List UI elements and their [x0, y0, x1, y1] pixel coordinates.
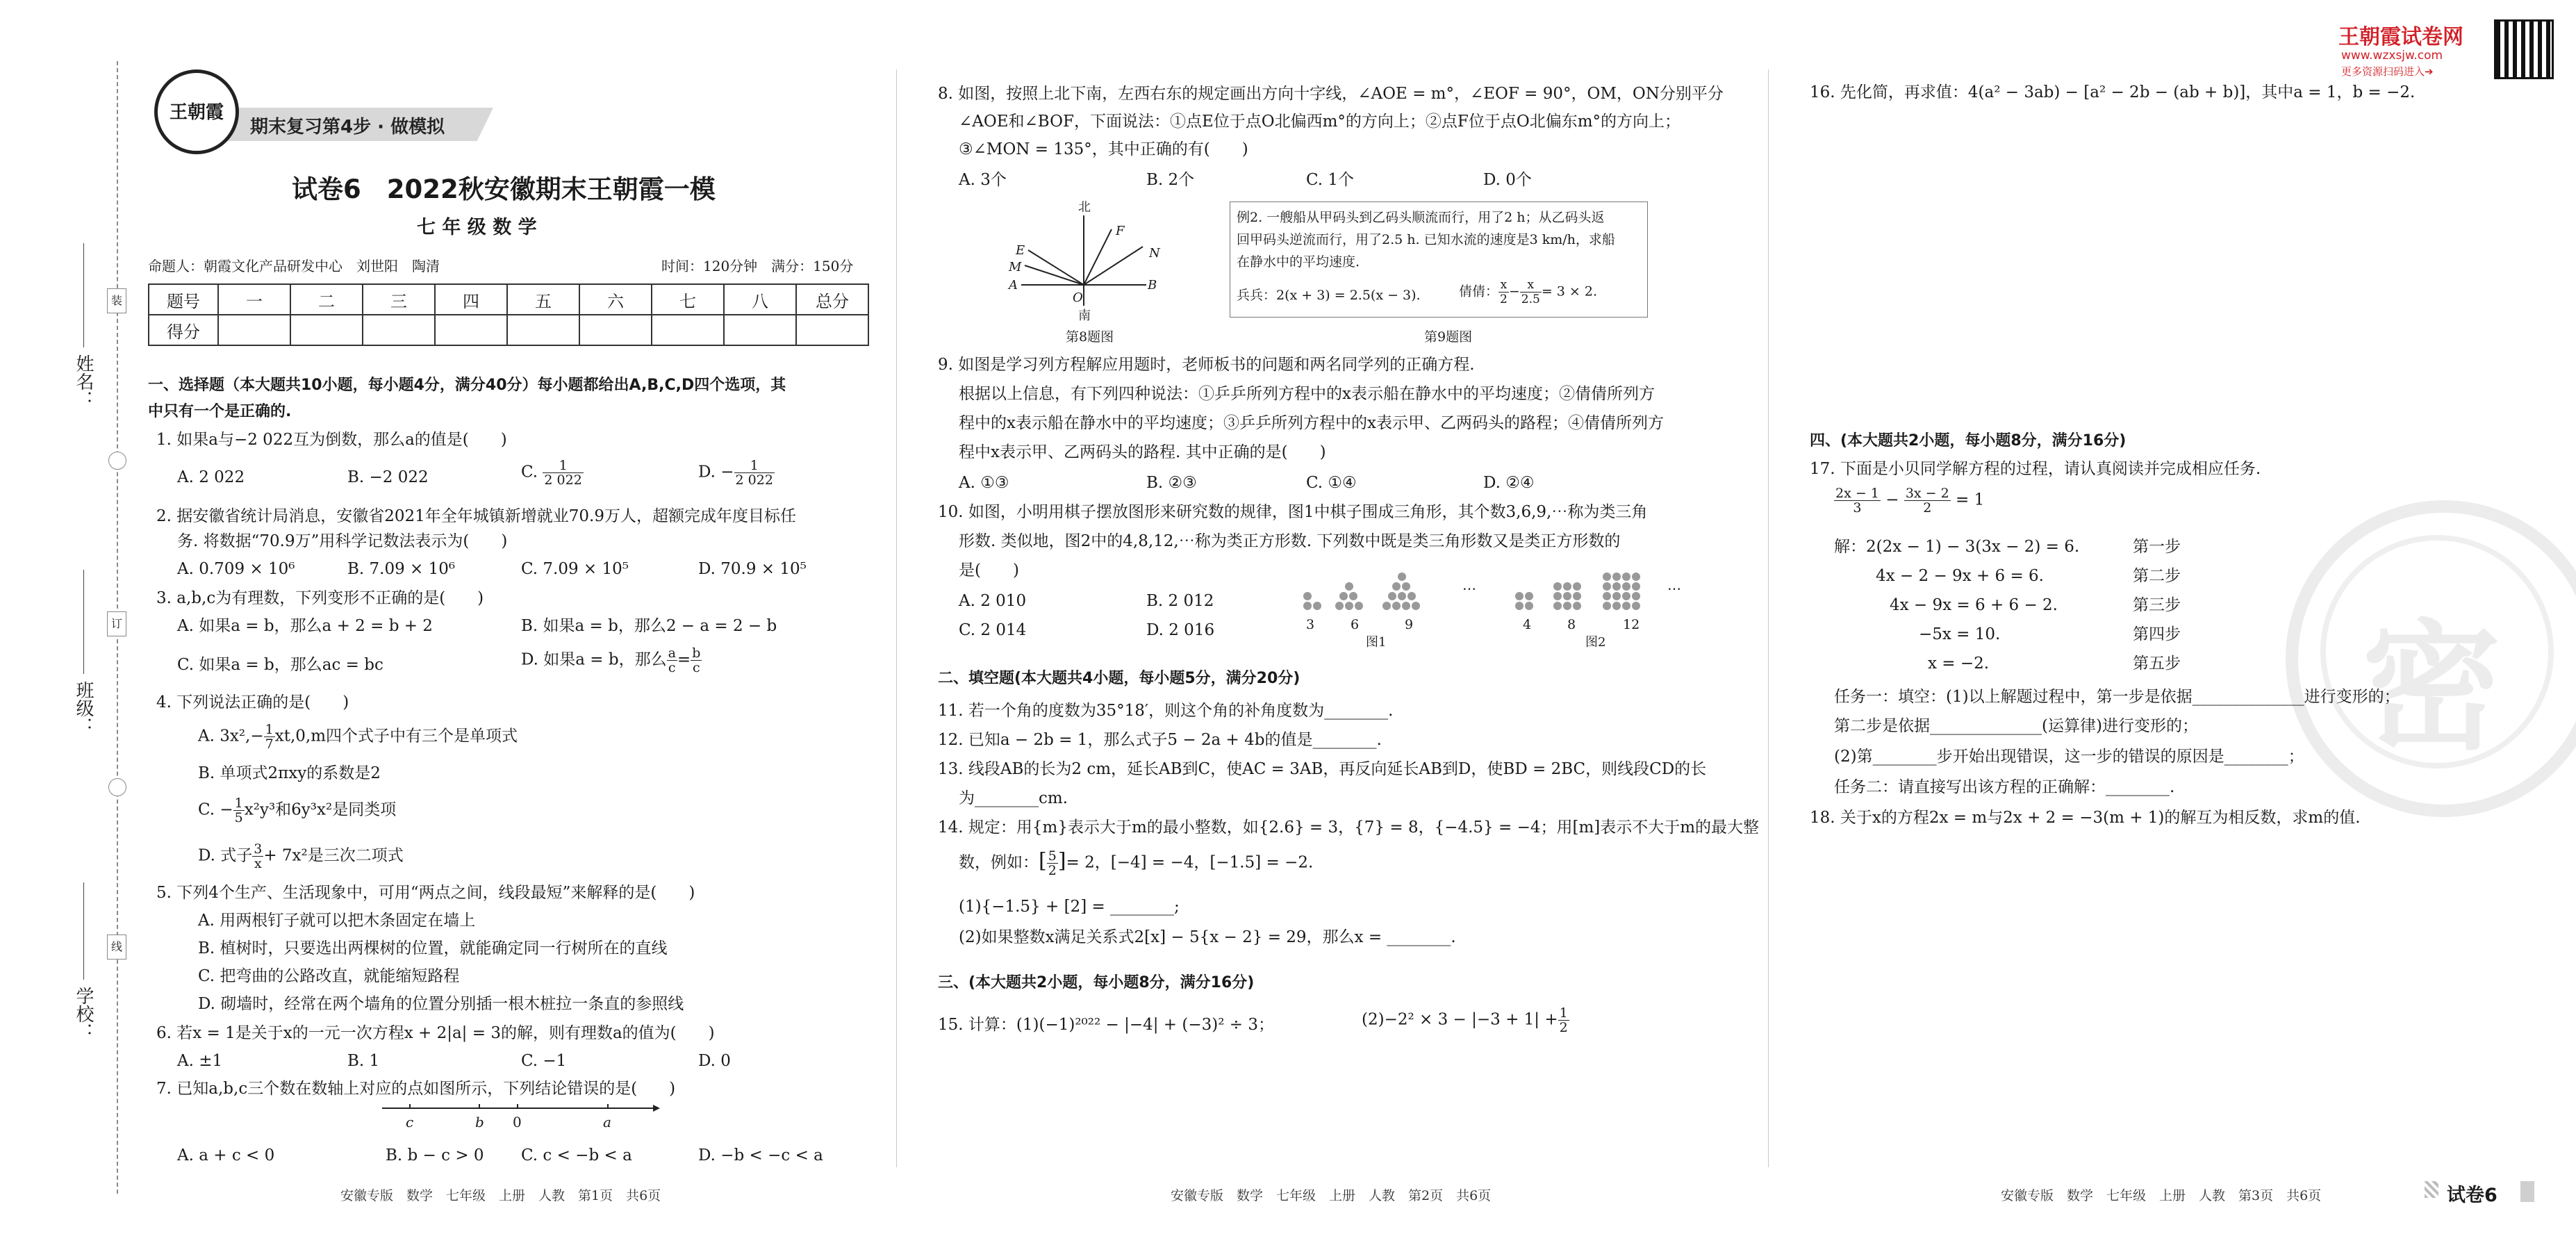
step-2-eq: 4x − 2 − 9x + 6 = 6.	[1876, 567, 2044, 585]
q2-option-b: B. 7.09 × 10⁶	[347, 560, 456, 578]
score-header-cell: 总分	[796, 284, 868, 315]
column-divider	[1768, 69, 1769, 1167]
fig8-f: F	[1116, 224, 1125, 238]
fig10-1-num-9: 9	[1405, 617, 1414, 632]
q10-option-a: A. 2 010	[959, 592, 1027, 610]
q10: 10. 如图，小明用棋子摆放图形来研究数的规律，图1中棋子围成三角形，其个数3,6,9,⋯称为类三角	[938, 503, 1648, 521]
q4-option-b: B. 单项式2πxy的系数是2	[198, 764, 381, 782]
paper-label: 试卷6	[2447, 1185, 2497, 1206]
fig8-south: 南	[1078, 308, 1091, 323]
score-header-cell: 一	[218, 284, 290, 315]
score-cell[interactable]	[363, 315, 435, 345]
q4-c-text: C. −	[198, 800, 233, 819]
q4-option-a	[198, 723, 518, 751]
q1-option-d-label: D. −	[698, 463, 734, 481]
q6-option-c: C. −1	[521, 1052, 567, 1070]
fig10-1-num-6: 6	[1351, 617, 1360, 632]
qianqian-frac1: $\frac{x}{2}$	[1500, 278, 1508, 306]
score-header-cell: 题号	[149, 284, 218, 315]
q4: 4. 下列说法正确的是( )	[156, 693, 349, 711]
q6: 6. 若x = 1是关于x的一元一次方程x + 2|a| = 3的解，则有理数a的值为( )	[156, 1024, 715, 1042]
q3-d-eq: =	[677, 650, 691, 669]
step-2-label: 第二步	[2133, 567, 2181, 585]
fig8-e: E	[1016, 243, 1025, 258]
seal-char-xian: 线	[107, 935, 126, 960]
score-row-label: 得分	[149, 315, 218, 345]
score-cell[interactable]	[652, 315, 724, 345]
example-2-line-2: 回甲码头逆流而行，用了2.5 h. 已知水流的速度是3 km/h，求船	[1237, 232, 1615, 247]
q8-option-a: A. 3个	[959, 171, 1007, 189]
q14-line-2: 数，例如：[ $\frac{5}{2}$ ]= 2，[−4] = −4，[−1.5] = −2.	[959, 848, 1314, 878]
score-cell[interactable]	[796, 315, 868, 345]
q4-c-frac: $\frac{1}{5}$	[234, 796, 243, 825]
figure-10-2	[1514, 570, 1674, 611]
score-cell[interactable]	[218, 315, 290, 345]
q13: 13. 线段AB的长为2 cm，延长AB到C，使AC = 3AB，再反向延长AB到D，使BD = 2BC，则线段CD的长	[938, 760, 1707, 778]
q7-option-c: C. c < −b < a	[521, 1146, 632, 1164]
score-header-cell: 四	[435, 284, 507, 315]
q2-option-d: D. 70.9 × 10⁵	[698, 560, 807, 578]
q17-equation	[1834, 486, 1984, 515]
step-4-eq: −5x = 10.	[1919, 625, 2001, 643]
fig9-caption: 第9题图	[1424, 329, 1473, 345]
q10-line-2: 形数. 类似地，图2中的4,8,12,⋯称为类正方形数. 下列数中既是类三角形数又是类正方形数的	[959, 532, 1621, 550]
q3-d-text: D. 如果a = b，那么	[521, 650, 667, 669]
figure-10-1	[1303, 570, 1476, 611]
section-1-heading-2: 中只有一个是正确的.	[148, 403, 292, 420]
q1-option-d	[698, 459, 775, 487]
score-cell[interactable]	[435, 315, 507, 345]
q15-b-text: (2)−2² × 3 − |−3 + 1| +	[1362, 1010, 1558, 1029]
fig8-a: A	[1009, 278, 1018, 293]
fig10-2-num-4: 4	[1523, 617, 1532, 632]
qianqian-frac2: $\frac{x}{2.5}$	[1521, 278, 1540, 306]
logo	[154, 69, 239, 154]
q4-a-text: A. 3x²,−	[198, 727, 264, 746]
column-divider	[896, 69, 897, 1167]
q4-d-text-2: + 7x²是三次二项式	[263, 846, 404, 865]
q3-d-frac1: $\frac{a}{c}$	[668, 645, 676, 675]
q9-line-3: 程中的x表示船在静水中的平均速度；③乒乒所列方程中的x表示甲、乙两码头的路程；④倩倩所列方	[959, 414, 1664, 432]
q8-line-2: ∠AOE和∠BOF，下面说法：①点E位于点O北偏西m°的方向上；②点F位于点O北偏东m°的方向上；	[959, 113, 1681, 131]
score-cell[interactable]	[579, 315, 652, 345]
section-1-heading: 一、选择题（本大题共10小题，每小题4分，满分40分）每小题都给出A,B,C,D四个选项，其	[148, 377, 786, 394]
q3-option-b: B. 如果a = b，那么2 − a = 2 − b	[521, 617, 777, 635]
seal-char-ding: 订	[107, 611, 126, 636]
q1-option-a: A. 2 022	[177, 468, 245, 486]
example-2-line-1: 例2. 一艘船从甲码头到乙码头顺流而行，用了2 h；从乙码头返	[1237, 210, 1605, 225]
step-4-label: 第四步	[2133, 625, 2181, 643]
q7: 7. 已知a,b,c三个数在数轴上对应的点如图所示，下列结论错误的是( )	[156, 1080, 676, 1098]
score-cell[interactable]	[507, 315, 579, 345]
q6-option-a: A. ±1	[177, 1052, 223, 1070]
score-header-cell: 二	[290, 284, 363, 315]
fig8-north: 北	[1078, 200, 1091, 215]
task-1-line-3: (2)第________步开始出现错误，这一步的错误的原因是________；	[1834, 748, 2304, 766]
score-header-cell: 八	[724, 284, 796, 315]
q3-option-a: A. 如果a = b，那么a + 2 = b + 2	[177, 617, 433, 635]
q10-line-3: 是( )	[959, 561, 1019, 579]
q2-option-c: C. 7.09 × 10⁵	[521, 560, 629, 578]
binding-hole	[108, 452, 126, 470]
q9-option-d: D. ②④	[1483, 474, 1535, 492]
q6-option-d: D. 0	[698, 1052, 731, 1070]
section-2-heading: 二、填空题(本大题共4小题，每小题5分，满分20分)	[938, 670, 1301, 687]
example-2-pingping: 兵兵：2(x + 3) = 2.5(x − 3).	[1237, 288, 1421, 303]
fig8-m: M	[1009, 260, 1022, 274]
q7-option-d: D. −b < −c < a	[698, 1146, 823, 1164]
q16: 16. 先化简，再求值：4(a² − 3ab) − [a² − 2b − (ab + b)]，其中a = 1，b = −2.	[1810, 83, 2416, 101]
q12: 12. 已知a − 2b = 1，那么式子5 − 2a + 4b的值是________.	[938, 731, 1382, 749]
axis-label-b: b	[475, 1114, 484, 1130]
footer-page-3: 安徽专版 数学 七年级 上册 人教 第3页 共6页	[2001, 1188, 2322, 1203]
qianqian-label: 倩倩：	[1459, 283, 1499, 299]
fig10-2-num-8: 8	[1567, 617, 1576, 632]
q17: 17. 下面是小贝同学解方程的过程，请认真阅读并完成相应任务.	[1810, 460, 2261, 478]
brand-note: 更多资源扫码进入➔	[2341, 65, 2434, 78]
name-label: 姓名：	[73, 354, 94, 409]
axis-label-a: a	[603, 1114, 611, 1130]
q3: 3. a,b,c为有理数，下列变形不正确的是( )	[156, 589, 484, 607]
qianqian-result: = 3 × 2.	[1541, 283, 1597, 299]
paper-tab-marker	[2425, 1181, 2438, 1198]
class-label: 班级：	[73, 681, 94, 735]
q10-option-c: C. 2 014	[959, 621, 1027, 639]
q17-frac2: $\frac{3x - 2}{2}$	[1905, 486, 1949, 516]
class-blank	[83, 570, 84, 674]
q7-option-b: B. b − c > 0	[386, 1146, 484, 1164]
q5-option-c: C. 把弯曲的公路改直，就能缩短路程	[198, 967, 460, 985]
watermark-char: 密	[2362, 607, 2502, 769]
q2-option-a: A. 0.709 × 10⁶	[177, 560, 295, 578]
q4-c-text-2: x²y³和6y³x²是同类项	[244, 800, 397, 819]
q1-c-fraction: $\frac{1}{2 022}$	[544, 458, 582, 488]
q6-option-b: B. 1	[347, 1052, 380, 1070]
q5-option-b: B. 植树时，只要选出两棵树的位置，就能确定同一行树所在的直线	[198, 939, 668, 957]
score-cell[interactable]	[290, 315, 363, 345]
q10-option-d: D. 2 016	[1146, 621, 1215, 639]
example-2-line-3: 在静水中的平均速度.	[1237, 254, 1360, 270]
school-blank	[83, 882, 84, 980]
fig10-cap-2: 图2	[1585, 635, 1606, 650]
q4-d-frac: $\frac{3}{x}$	[254, 841, 263, 871]
q3-d-frac2: $\frac{b}{c}$	[692, 645, 701, 675]
fig10-2-ellipsis: ⋯	[1667, 580, 1681, 597]
q9-line-2: 根据以上信息，有下列四种说法：①乒乒所列方程中的x表示船在静水中的平均速度；②倩倩所列方	[959, 385, 1655, 403]
q14-example-2: = 2，[−4] = −4，[−1.5] = −2.	[1066, 853, 1314, 872]
brand-url: www.wzxsjw.com	[2341, 49, 2443, 63]
q5-option-a: A. 用两根钉子就可以把木条固定在墙上	[198, 912, 476, 930]
fig10-1-ellipsis: ⋯	[1462, 580, 1476, 597]
score-table	[148, 283, 869, 346]
task-1-line-1: 任务一：填空：(1)以上解题过程中，第一步是依据______________进行变形的；	[1834, 688, 2400, 706]
example-2-qianqian	[1459, 278, 1597, 306]
task-1-line-2: 第二步是依据______________(运算律)进行变形的；	[1834, 717, 2198, 735]
axis-label-c: c	[406, 1114, 414, 1130]
paper-tab	[2520, 1181, 2534, 1202]
q1: 1. 如果a与−2 022互为倒数，那么a的值是( )	[156, 431, 507, 449]
q14-part-2: (2)如果整数x满足关系式2[x] − 5{x − 2} = 29，那么x = ________.	[959, 928, 1456, 946]
step-1-eq: 解：2(2x − 1) − 3(3x − 2) = 6.	[1834, 538, 2080, 556]
q1-option-c-label: C.	[521, 463, 543, 481]
score-header-cell: 六	[579, 284, 652, 315]
score-cell[interactable]	[724, 315, 796, 345]
q5-option-d: D. 砌墙时，经常在两个墙角的位置分别插一根木桩拉一条直的参照线	[198, 995, 684, 1013]
q17-frac1: $\frac{2x - 1}{3}$	[1835, 486, 1879, 516]
fig8-o: O	[1073, 290, 1083, 305]
q8-option-d: D. 0个	[1483, 171, 1532, 189]
q1-d-fraction: $\frac{1}{2 022}$	[735, 458, 773, 488]
footer-page-1: 安徽专版 数学 七年级 上册 人教 第1页 共6页	[340, 1188, 661, 1203]
time-score: 时间：120分钟 满分：150分	[661, 258, 854, 274]
banner-text: 期末复习第4步 · 做模拟	[250, 117, 445, 138]
qianqian-op: −	[1508, 283, 1520, 299]
fig10-2-num-12: 12	[1623, 617, 1640, 632]
q4-a-text-2: xt,0,m四个式子中有三个是单项式	[274, 727, 518, 746]
section-4-heading: 四、(本大题共2小题，每小题8分，满分16分)	[1810, 432, 2127, 450]
q8: 8. 如图，按照上北下南，左西右东的规定画出方向十字线，∠AOE = m°，∠EOF = 90°，OM，ON分别平分	[938, 85, 1724, 103]
q11: 11. 若一个角的度数为35°18′，则这个角的补角度数为________.	[938, 702, 1394, 720]
task-2: 任务二：请直接写出该方程的正确解：________.	[1834, 778, 2175, 796]
q10-option-b: B. 2 012	[1146, 592, 1214, 610]
q18: 18. 关于x的方程2x = m与2x + 2 = −3(m + 1)的解互为相反数，求m的值.	[1810, 809, 2361, 827]
q8-line-3: ③∠MON = 135°，其中正确的有( )	[959, 140, 1248, 158]
q7-option-a: A. a + c < 0	[177, 1146, 275, 1164]
q15-part-2	[1362, 1006, 1569, 1035]
page-subtitle: 七 年 级 数 学	[417, 217, 537, 238]
fig8-caption: 第8题图	[1066, 329, 1114, 345]
q5: 5. 下列4个生产、生活现象中，可用“两点之间，线段最短”来解释的是( )	[156, 884, 695, 902]
q17-rhs: = 1	[1956, 491, 1985, 509]
fig10-cap-1: 图1	[1366, 635, 1387, 650]
q4-option-d	[198, 842, 404, 871]
score-header-cell: 七	[652, 284, 724, 315]
step-1-label: 第一步	[2133, 538, 2181, 556]
step-5-label: 第五步	[2133, 655, 2181, 673]
step-3-label: 第三步	[2133, 596, 2181, 614]
logo-text: 王朝霞	[169, 102, 224, 123]
name-blank	[83, 243, 84, 347]
q3-option-d	[521, 646, 702, 675]
section-3-heading: 三、(本大题共2小题，每小题8分，满分16分)	[938, 974, 1255, 991]
axis-label-0: 0	[513, 1114, 522, 1130]
q3-option-c: C. 如果a = b，那么ac = bc	[177, 656, 383, 674]
q2-line-2: 务. 将数据“70.9万”用科学记数法表示为( )	[177, 532, 508, 550]
brand-title: 王朝霞试卷网	[2338, 25, 2463, 49]
q1-option-b: B. −2 022	[347, 468, 429, 486]
seal-char-zhuang: 装	[107, 288, 126, 313]
q15-part-1: 15. 计算：(1)(−1)²⁰²² − |−4| + (−3)² ÷ 3；	[938, 1016, 1274, 1034]
page-title: 试卷6 2022秋安徽期末王朝霞一模	[292, 174, 716, 204]
qr-code-icon[interactable]	[2494, 19, 2554, 79]
q4-a-frac: $\frac{1}{7}$	[265, 722, 274, 752]
q17-op: −	[1885, 491, 1899, 509]
fig8-b: B	[1148, 278, 1157, 293]
fig8-n: N	[1149, 246, 1160, 261]
q13-line-2: 为________cm.	[959, 789, 1068, 807]
q8-option-b: B. 2个	[1146, 171, 1195, 189]
binding-hole	[108, 778, 126, 796]
q14: 14. 规定：用{m}表示大于m的最小整数，如{2.6} = 3，{7} = 8，{−4.5} = −4；用[m]表示不大于m的最大整	[938, 818, 1760, 837]
step-5-eq: x = −2.	[1928, 655, 1990, 673]
q9-option-c: C. ①④	[1306, 474, 1357, 492]
q9-line-4: 程中x表示甲、乙两码头的路程. 其中正确的是( )	[959, 443, 1326, 461]
q9-option-a: A. ①③	[959, 474, 1009, 492]
school-label: 学校：	[73, 987, 94, 1041]
q14-frac: $\frac{5}{2}$	[1048, 848, 1057, 878]
figure-8-compass	[1007, 208, 1181, 320]
q2: 2. 据安徽省统计局消息，安徽省2021年全年城镇新增就业70.9万人，超额完成年度目标任	[156, 507, 796, 525]
q9-option-b: B. ②③	[1146, 474, 1197, 492]
footer-page-2: 安徽专版 数学 七年级 上册 人教 第2页 共6页	[1171, 1188, 1492, 1203]
q14-example: 数，例如：	[959, 853, 1039, 872]
score-header-cell: 五	[507, 284, 579, 315]
authors: 命题人：朝霞文化产品研发中心 刘世阳 陶清	[148, 258, 440, 274]
q4-option-c	[198, 796, 396, 825]
fig10-1-num-3: 3	[1306, 617, 1315, 632]
q14-part-1: (1){−1.5} + [2] = ________;	[959, 898, 1180, 916]
q8-option-c: C. 1个	[1306, 171, 1355, 189]
q15-frac: $\frac{1}{2}$	[1559, 1005, 1568, 1035]
q9: 9. 如图是学习列方程解应用题时，老师板书的问题和两名同学列的正确方程.	[938, 356, 1475, 374]
q1-option-c	[521, 459, 584, 487]
step-3-eq: 4x − 9x = 6 + 6 − 2.	[1890, 596, 2058, 614]
q4-d-text: D. 式子	[198, 846, 253, 865]
score-header-cell: 三	[363, 284, 435, 315]
